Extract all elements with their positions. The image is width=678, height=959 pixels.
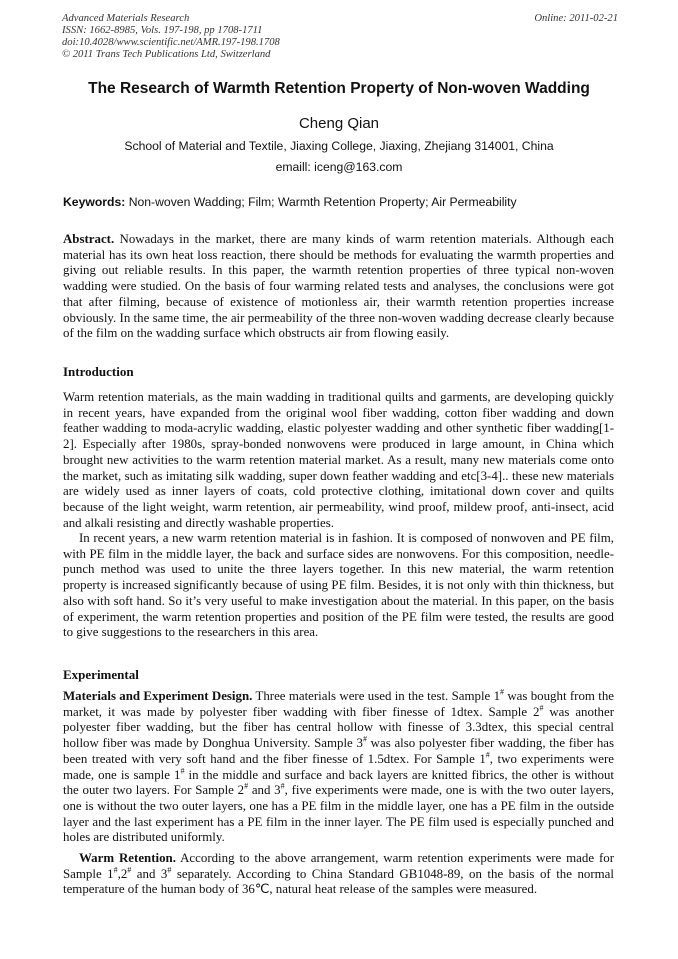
text-run: According to the above arrangement, warm retention experiments were made for Sample 1 — [63, 851, 614, 881]
warm-retention-label: Warm Retention. — [79, 851, 176, 865]
text-run: , two experiments were made, one is sample 1 — [63, 751, 614, 782]
paper-title: The Research of Warmth Retention Property of Non-woven Wadding — [88, 80, 590, 97]
abstract — [63, 232, 614, 342]
keywords — [63, 195, 623, 209]
text-run: was another polyester fiber wadding, but the fiber has central hollow with finesse of 3.3dtex, this special central hollow fiber was made by Donghua University. Sample 3 — [63, 704, 614, 751]
superscript: # — [127, 865, 132, 875]
author-affiliation: School of Material and Textile, Jiaxing College, Jiaxing, Zhejiang 314001, China — [124, 139, 554, 153]
superscript: # — [280, 781, 285, 791]
superscript: # — [500, 687, 505, 697]
issn-line: ISSN: 1662-8985, Vols. 197-198, pp 1708-1711 — [62, 25, 263, 36]
superscript: # — [485, 750, 490, 760]
text-run: and 3 — [248, 783, 281, 798]
introduction-heading: Introduction — [63, 364, 134, 379]
author-email[interactable]: emaill: iceng@163.com — [275, 160, 403, 174]
text-run: ,2 — [117, 866, 128, 881]
experimental-heading: Experimental — [63, 667, 139, 682]
author-name: Cheng Qian — [298, 115, 380, 132]
abstract-label: Abstract. — [63, 232, 115, 246]
superscript: # — [113, 865, 118, 875]
introduction-paragraph-2: In recent years, a new warm retention material is in fashion. It is composed of nonwoven and PE film, with PE film in the middle layer, the back and surface sides are nonwovens. For this composition, needle-punch method was used to unite the three layers together. In this new material, the warm retention property is increased significantly because of using PE film. Besides, it is not only with thin thickness, but also with soft hand. So it’s very useful to make investigation about the material. In this paper, on the basis of experiment, the warm retention properties and position of the PE film were tested, the results are good to give suggestions to the researchers in this area. — [63, 531, 614, 640]
text-run: , five experiments were made, one is with the two outer layers, one is without the two outer layers, one has a PE film in the middle layer, one has a PE film in the outside layer and the last experiment has a PE film in the inner layer. The PE film used is especially punched and holes are distributed uniformly. — [63, 783, 614, 845]
materials-paragraph — [63, 689, 614, 846]
superscript: # — [539, 703, 544, 713]
copyright-line: © 2011 Trans Tech Publications Ltd, Switzerland — [62, 49, 271, 60]
introduction-paragraph-1: Warm retention materials, as the main wadding in traditional quilts and garments, are developing quickly in recent years, have expanded from the original wool fiber wadding, cotton fiber wadding and down feather wadding to moda-acrylic wadding, elastic polyester wadding and other synthetic fiber wadding[1-2]. Especially after 1980s, spray-bonded nonwovens were produced in large amount, in China which brought new activities to the warm retention material market. As a result, many new materials come onto the market, such as imitating silk wadding, super down feather wadding and etc[3-4].. these new materials are widely used as inner layers of coats, cold protective clothing, imitational down cover and quilts because of the light weight, warm retention, air permeability, wind proof, mildew proof, anti-insect, acid and alkali resisting and directly washable properties. — [63, 390, 614, 530]
materials-label: Materials and Experiment Design. — [63, 689, 253, 703]
text-run: separately. According to China Standard GB1048-89, on the basis of the normal temperature of the human body of 36℃, natural heat release of the samples were measured. — [63, 866, 614, 897]
text-run: and 3 — [131, 866, 168, 881]
text-run: Three materials were used in the test. Sample 1 — [255, 689, 501, 703]
keywords-label: Keywords: — [63, 195, 126, 209]
online-date: Online: 2011-02-21 — [534, 13, 618, 24]
doi-line[interactable]: doi:10.4028/www.scientific.net/AMR.197-198.1708 — [62, 37, 280, 48]
journal-header — [62, 13, 618, 61]
keywords-text: Non-woven Wadding; Film; Warmth Retention Property; Air Permeability — [128, 195, 517, 209]
superscript: # — [362, 734, 367, 744]
journal-name: Advanced Materials Research — [62, 13, 190, 24]
warm-retention-paragraph — [63, 851, 614, 898]
superscript: # — [167, 865, 172, 875]
abstract-text: Nowadays in the market, there are many kinds of warm retention materials. Although each material has its own heat loss reaction, there should be methods for evaluating the warmth properties and giving out reliable results. In this paper, the warmth retention properties of three typical non-woven wadding were studied. On the basis of four warming related tests and analyses, the conclusions were got that after filming, because of existence of motionless air, their warmth retention properties increase obviously. In the same time, the air permeability of the three non-woven wadding decrease clearly because of the film on the wadding surface which obstructs air from flowing easily. — [63, 232, 614, 341]
text-run: was also polyester fiber wadding, the fiber has been treated with very soft hand and the fiber finesse of 1.5dtex. For Sample 1 — [63, 736, 615, 766]
superscript: # — [180, 766, 185, 776]
text-run: was bought from the market, it was made by polyester fiber wadding with fiber finesse of 1dtex. Sample 2 — [63, 689, 614, 719]
superscript: # — [244, 781, 249, 791]
text-run: in the middle and surface and back layers are knitted fibrics, the other is without the outer two layers. For Sample 2 — [63, 767, 614, 798]
